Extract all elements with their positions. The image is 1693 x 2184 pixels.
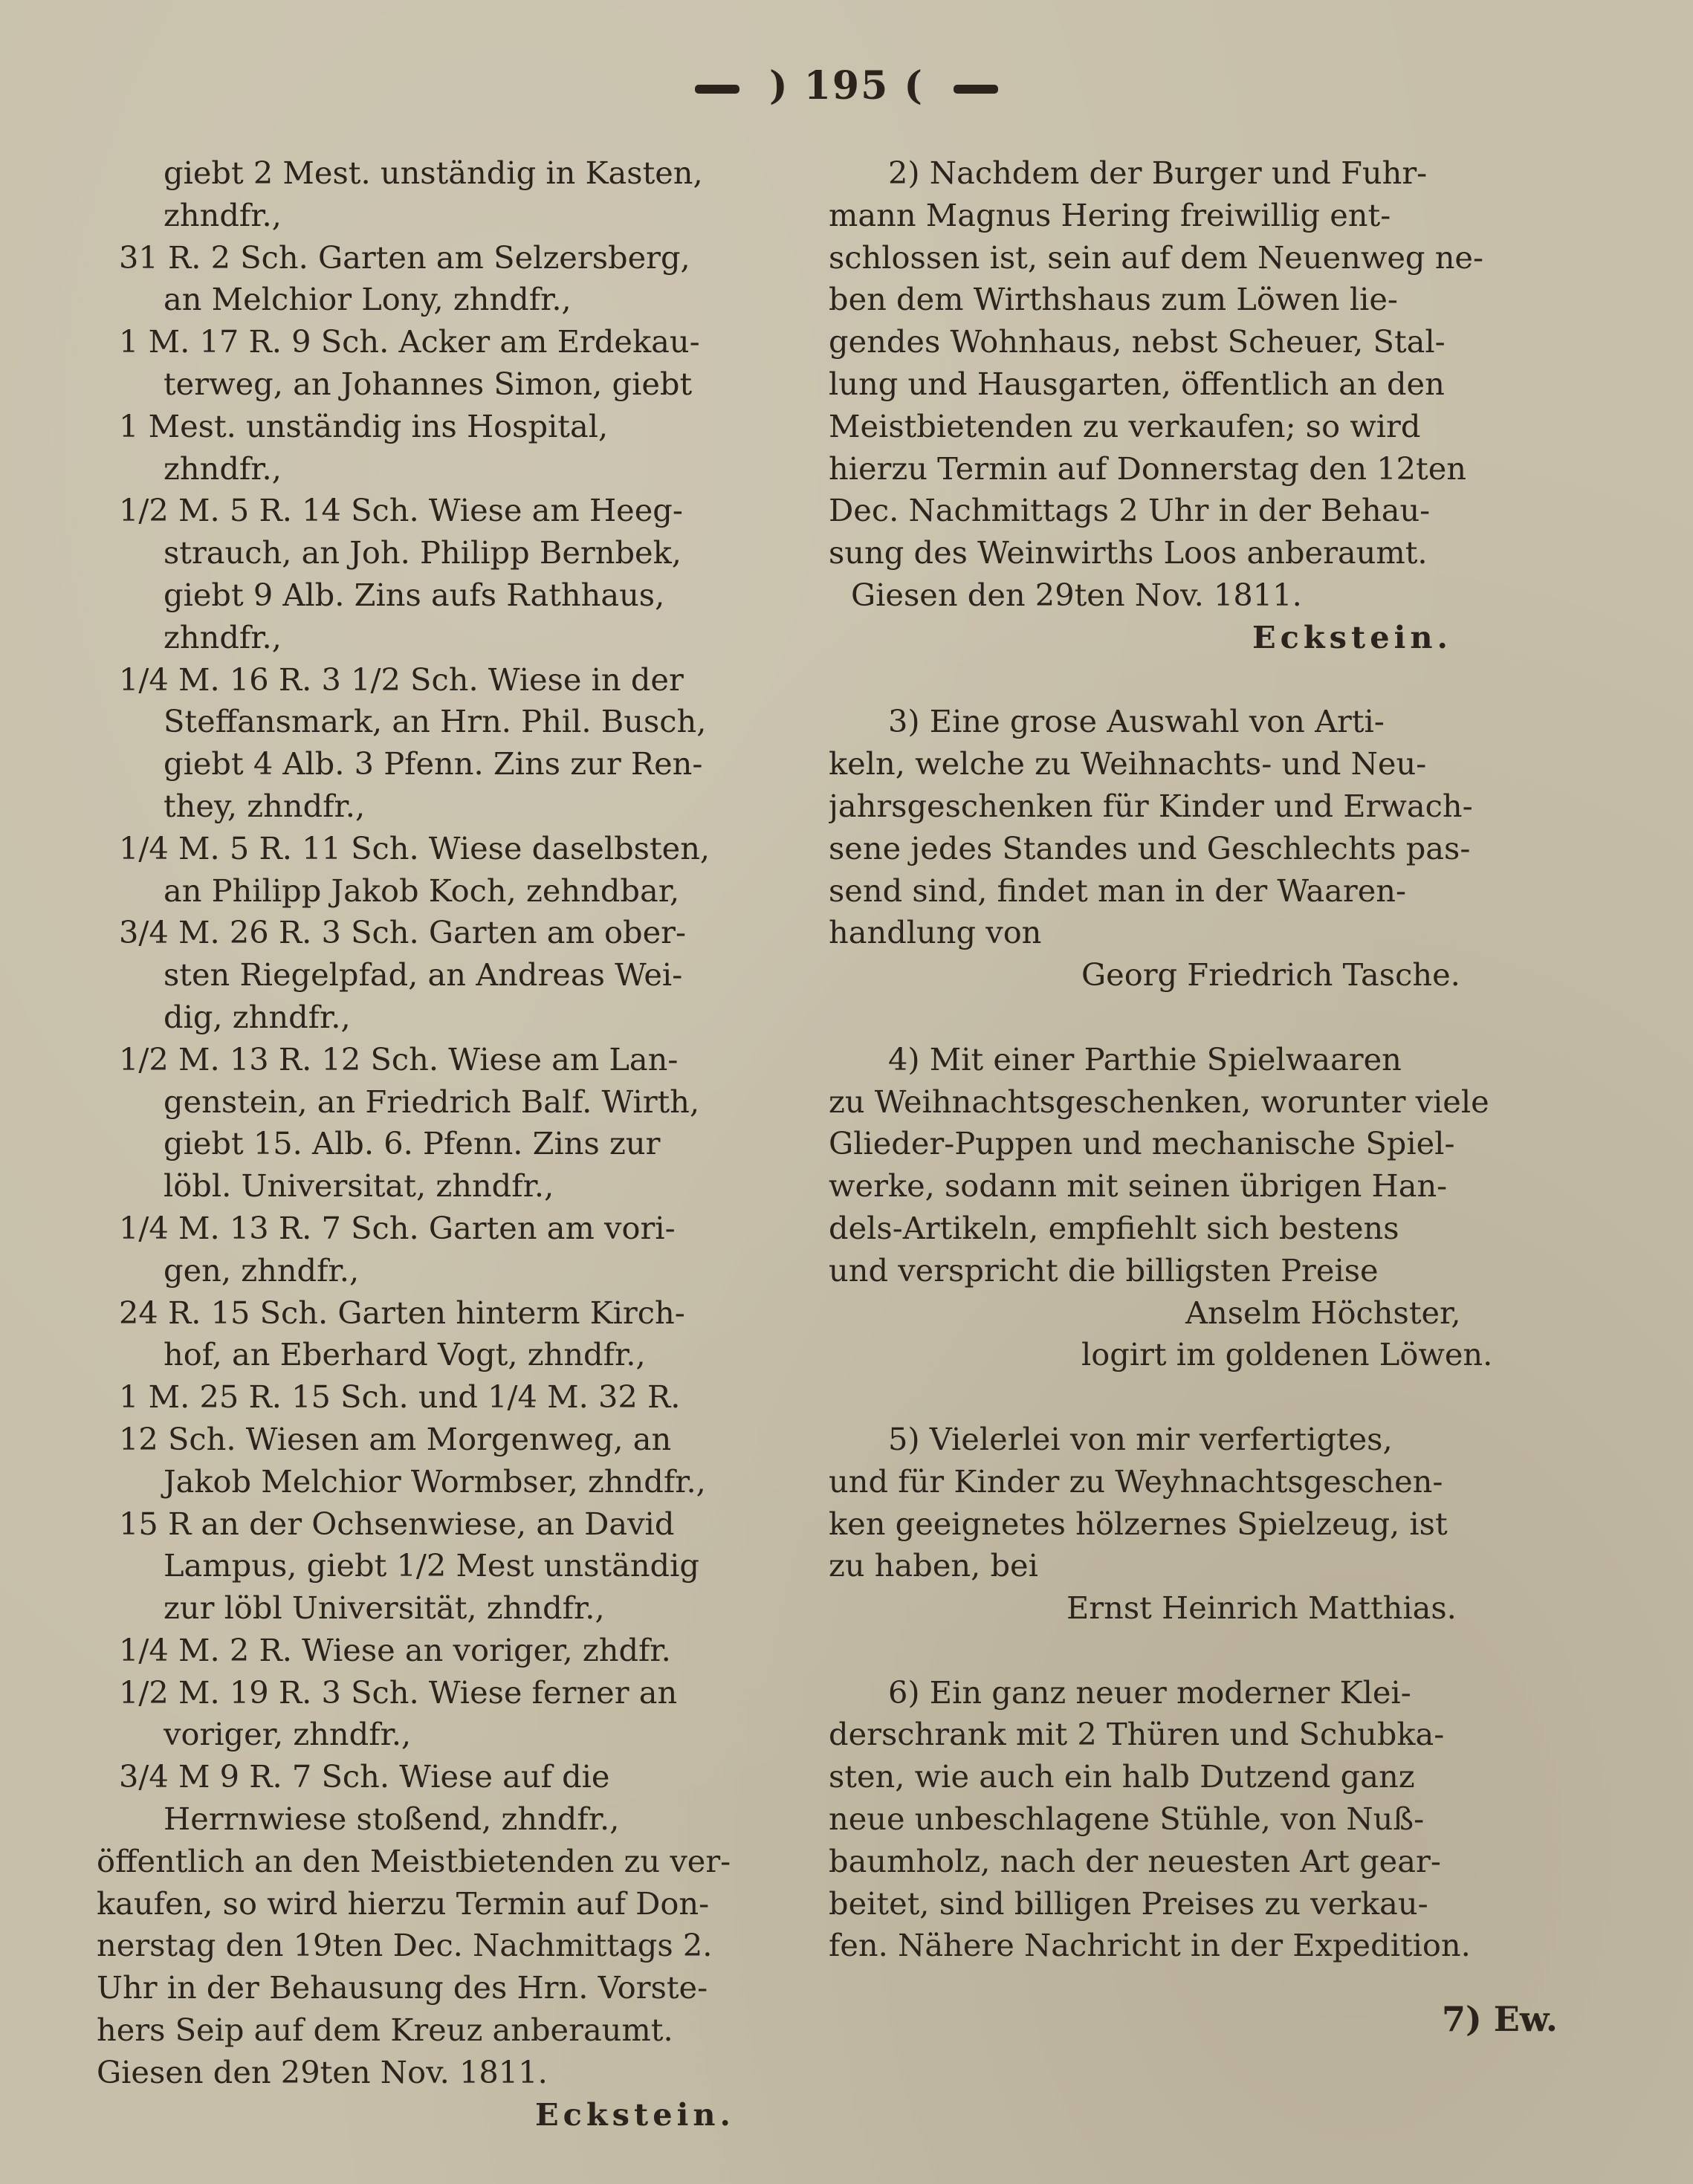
left-column-line: zhndfr., xyxy=(164,618,282,655)
paragraph-gap xyxy=(829,1376,1572,1419)
paragraph-gap xyxy=(829,659,1572,701)
page-number: ) 195 ( xyxy=(769,63,924,108)
left-column-line: Lampus, giebt 1/2 Mest unständig xyxy=(164,1547,699,1584)
notice-2-signature: Eckstein. xyxy=(1252,618,1452,655)
notice-3-signature: Georg Friedrich Tasche. xyxy=(1081,956,1460,994)
left-column-line: 12 Sch. Wiesen am Morgenweg, an xyxy=(119,1420,672,1457)
notice-6-line: derschrank mit 2 Thüren und Schubka- xyxy=(829,1716,1445,1753)
notice-5-line: zu haben, bei xyxy=(829,1547,1038,1584)
left-column-line: 1 Mest. unständig ins Hospital, xyxy=(119,407,609,444)
left-column-line: kaufen, so wird hierzu Termin auf Don- xyxy=(97,1885,710,1922)
left-column-line: dig, zhndfr., xyxy=(164,998,351,1035)
left-column-line: giebt 4 Alb. 3 Pfenn. Zins zur Ren- xyxy=(164,745,703,782)
notice-3-line: keln, welche zu Weihnachts- und Neu- xyxy=(829,745,1427,782)
left-column-line: 1/4 M. 5 R. 11 Sch. Wiese daselbsten, xyxy=(119,829,710,866)
notice-3-line: send sind, findet man in der Waaren- xyxy=(829,872,1407,909)
left-column-line: strauch, an Joh. Philipp Bernbek, xyxy=(164,534,682,571)
notice-2-line: sung des Weinwirths Loos anberaumt. xyxy=(829,534,1428,571)
notice-5-line: ken geeignetes hölzernes Spielzeug, ist xyxy=(829,1505,1448,1542)
notice-2-line: gendes Wohnhaus, nebst Scheuer, Stal- xyxy=(829,323,1446,360)
left-column-line: 31 R. 2 Sch. Garten am Selzersberg, xyxy=(119,239,690,276)
left-column-line: 1/2 M. 5 R. 14 Sch. Wiese am Heeg- xyxy=(119,492,683,529)
catchword: 7) Ew. xyxy=(1442,1999,1558,2039)
left-column-line: they, zhndfr., xyxy=(164,787,366,824)
left-column-line: 3/4 M. 26 R. 3 Sch. Garten am ober- xyxy=(119,914,687,951)
left-column-line: öffentlich an den Meistbietenden zu ver- xyxy=(97,1842,731,1879)
paragraph-gap xyxy=(829,1630,1572,1672)
left-column-line: Giesen den 29ten Nov. 1811. xyxy=(97,2053,548,2090)
left-column-line: Steffansmark, an Hrn. Phil. Busch, xyxy=(164,703,707,740)
notice-5-line: und für Kinder zu Weyhnachtsgeschen- xyxy=(829,1462,1443,1500)
notice-4-line: werke, sodann mit seinen übrigen Han- xyxy=(829,1167,1448,1205)
left-column-line: 1 M. 17 R. 9 Sch. Acker am Erdekau- xyxy=(119,323,700,360)
notice-3-line: sene jedes Standes und Geschlechts pas- xyxy=(829,829,1471,866)
left-column-line: zhndfr., xyxy=(164,196,282,233)
left-column-line: zur löbl Universität, zhndfr., xyxy=(164,1590,605,1627)
left-column-line: 24 R. 15 Sch. Garten hinterm Kirch- xyxy=(119,1294,685,1331)
notice-4-signature-address: logirt im goldenen Löwen. xyxy=(1081,1336,1493,1373)
notice-6-line: beitet, sind billigen Preises zu verkau- xyxy=(829,1885,1428,1922)
notice-2-line: Meistbietenden zu verkaufen; so wird xyxy=(829,407,1421,444)
notice-3-line: jahrsgeschenken für Kinder und Erwach- xyxy=(829,787,1473,824)
notice-3-line: 3) Eine grose Auswahl von Arti- xyxy=(888,703,1385,740)
notice-2-line: 2) Nachdem der Burger und Fuhr- xyxy=(888,155,1428,191)
notice-2-line: ben dem Wirthshaus zum Löwen lie- xyxy=(829,281,1398,318)
left-column-line: 15 R an der Ochsenwiese, an David xyxy=(119,1505,675,1542)
left-column-line: genstein, an Friedrich Balf. Wirth, xyxy=(164,1083,700,1120)
left-column-line: Jakob Melchior Wormbser, zhndfr., xyxy=(164,1462,706,1500)
left-column-line: an Melchior Lony, zhndfr., xyxy=(164,281,572,318)
notice-2-line: schlossen ist, sein auf dem Neuenweg ne- xyxy=(829,239,1484,276)
notice-2-line: mann Magnus Hering freiwillig ent- xyxy=(829,196,1391,233)
left-column-line: sten Riegelpfad, an Andreas Wei- xyxy=(164,956,683,994)
notice-2-date: Giesen den 29ten Nov. 1811. xyxy=(851,576,1302,613)
left-column-line: giebt 9 Alb. Zins aufs Rathhaus, xyxy=(164,576,665,613)
notice-3-line: handlung von xyxy=(829,914,1042,951)
left-column-line: 3/4 M 9 R. 7 Sch. Wiese auf die xyxy=(119,1758,610,1795)
header-rule-right xyxy=(954,85,998,94)
notice-6-line: 6) Ein ganz neuer moderner Klei- xyxy=(888,1673,1411,1711)
left-column-line: an Philipp Jakob Koch, zehndbar, xyxy=(164,872,680,909)
left-column-line: löbl. Universitat, zhndfr., xyxy=(164,1167,554,1205)
header-rule-left xyxy=(695,85,739,94)
left-column-line: 1/4 M. 2 R. Wiese an voriger, zhdfr. xyxy=(119,1631,671,1668)
notice-6-line: neue unbeschlagene Stühle, von Nuß- xyxy=(829,1801,1425,1838)
left-column-line: zhndfr., xyxy=(164,450,282,487)
notice-2-line: hierzu Termin auf Donnerstag den 12ten xyxy=(829,450,1467,487)
left-column-line: 1/4 M. 16 R. 3 1/2 Sch. Wiese in der xyxy=(119,661,684,698)
left-column-line: 1/2 M. 19 R. 3 Sch. Wiese ferner an xyxy=(119,1673,678,1711)
left-column-line: Uhr in der Behausung des Hrn. Vorste- xyxy=(97,1969,708,2006)
notice-6-line: sten, wie auch ein halb Dutzend ganz xyxy=(829,1758,1415,1795)
notice-4-line: zu Weihnachtsgeschenken, worunter viele xyxy=(829,1083,1489,1120)
page-header xyxy=(0,63,1693,108)
notice-4-signature-name: Anselm Höchster, xyxy=(1185,1294,1461,1331)
left-column-line: voriger, zhndfr., xyxy=(164,1716,412,1753)
left-column-line: giebt 2 Mest. unständig in Kasten, xyxy=(164,155,703,191)
notice-4-line: dels-Artikeln, empfiehlt sich bestens xyxy=(829,1209,1399,1246)
left-column xyxy=(97,152,810,2136)
notice-2-line: lung und Hausgarten, öffentlich an den xyxy=(829,365,1445,402)
notice-4-line: Glieder-Puppen und mechanische Spiel- xyxy=(829,1125,1455,1162)
left-column-line: hof, an Eberhard Vogt, zhndfr., xyxy=(164,1336,646,1373)
notice-5-signature: Ernst Heinrich Matthias. xyxy=(1066,1590,1457,1627)
notice-2-line: Dec. Nachmittags 2 Uhr in der Behau- xyxy=(829,492,1431,529)
left-column-line: giebt 15. Alb. 6. Pfenn. Zins zur xyxy=(164,1125,661,1162)
left-column-line: terweg, an Johannes Simon, giebt xyxy=(164,365,693,402)
notice-6-line: baumholz, nach der neuesten Art gear- xyxy=(829,1842,1441,1879)
left-column-line: Herrnwiese stoßend, zhndfr., xyxy=(164,1801,620,1838)
left-column-line: 1/4 M. 13 R. 7 Sch. Garten am vori- xyxy=(119,1209,676,1246)
left-column-line: 1/2 M. 13 R. 12 Sch. Wiese am Lan- xyxy=(119,1040,679,1078)
left-signature: Eckstein. xyxy=(535,2096,735,2133)
left-column-line: 1 M. 25 R. 15 Sch. und 1/4 M. 32 R. xyxy=(119,1378,681,1416)
paragraph-gap xyxy=(829,997,1572,1039)
left-column-line: gen, zhndfr., xyxy=(164,1251,360,1289)
notice-4-line: und verspricht die billigsten Preise xyxy=(829,1251,1379,1289)
notice-5-line: 5) Vielerlei von mir verfertigtes, xyxy=(888,1420,1393,1457)
notice-6-line: fen. Nähere Nachricht in der Expedition. xyxy=(829,1927,1471,1964)
right-column xyxy=(829,152,1572,1967)
left-column-line: nerstag den 19ten Dec. Nachmittags 2. xyxy=(97,1927,713,1964)
left-column-line: hers Seip auf dem Kreuz anberaumt. xyxy=(97,2012,673,2049)
notice-4-line: 4) Mit einer Parthie Spielwaaren xyxy=(888,1040,1402,1078)
